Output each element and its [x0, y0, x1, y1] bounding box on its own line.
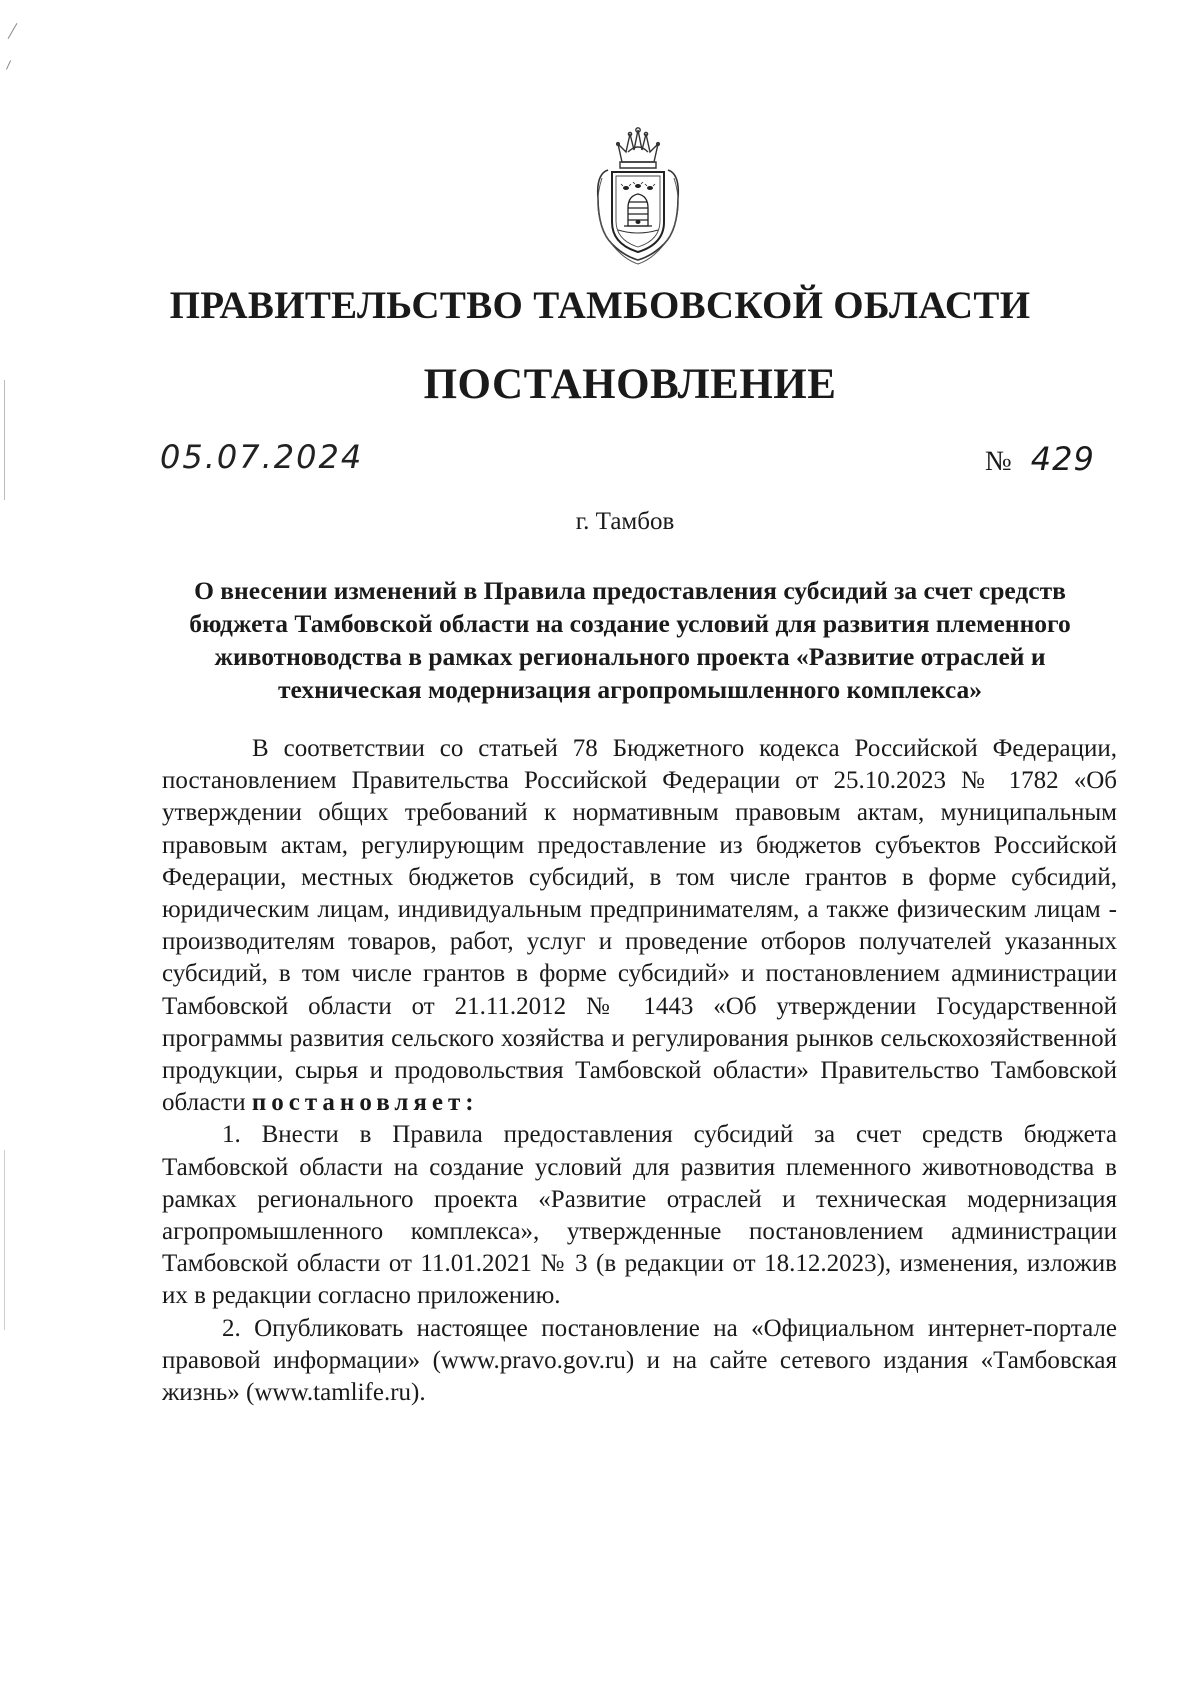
- document-type-title: ПОСТАНОВЛЕНИЕ: [423, 361, 837, 408]
- city-label: г. Тамбов: [575, 508, 675, 535]
- preamble-paragraph: [162, 733, 1117, 1119]
- decree-item-2: 2. Опубликовать настоящее постановление на «Официальном интернет-портале правовой информации» (www.pravo.gov.ru) и на сайте сетевого издания «Тамбовская жизнь» (www.tamlife.ru).: [162, 1314, 1117, 1407]
- number-label: №: [985, 446, 1012, 477]
- document-date: 05.07.2024: [160, 438, 364, 476]
- decides-keyword: постановляет:: [251, 1089, 479, 1117]
- document-number-block: [985, 440, 1095, 478]
- tambov-coat-of-arms-icon: [588, 118, 688, 266]
- document-body: [162, 733, 1117, 1409]
- scan-edge-mark: [8, 23, 18, 39]
- document-subject: О внесении изменений в Правила предоставления субсидий за счет средств бюджета Тамбовской области на создание условий для развития племенного животноводства в рамках регионального проекта «Развитие отраслей и техническая модернизация агропромышленного комплекса»: [189, 576, 1071, 704]
- scan-edge-mark: [4, 1150, 5, 1330]
- decree-item-1: 1. Внести в Правила предоставления субсидий за счет средств бюджета Тамбовской области на создание условий для развития племенного животноводства в рамках регионального проекта «Развитие отраслей и техническая модернизация агропромышленного комплекса», утвержденные постановлением администрации Тамбовской области от 11.01.2021 № 3 (в редакции от 18.12.2023), изменения, изложив их в редакции согласно приложению.: [162, 1121, 1117, 1310]
- document-number: 429: [1030, 440, 1095, 478]
- government-title: ПРАВИТЕЛЬСТВО ТАМБОВСКОЙ ОБЛАСТИ: [169, 284, 1031, 327]
- preamble-text: В соответствии со статьей 78 Бюджетного кодекса Российской Федерации, постановлением Правительства Российской Федерации от 25.10.2023 № 1782 «Об утверждении общих требований к нормативным правовым актам, муниципальным правовым актам, регулирующим предоставление из бюджетов субъектов Российской Федерации, местных бюджетов субсидий, в том числе грантов в форме субсидий, юридическим лицам, индивидуальным предпринимателям, а также физическим лицам - производителям товаров, работ, услуг и проведение отборов получателей указанных субсидий, в том числе грантов в форме субсидий» и постановлением администрации Тамбовской области от 21.11.2012 № 1443 «Об утверждении Государственной программы развития сельского хозяйства и регулирования рынков сельскохозяйственной продукции, сырья и продовольствия Тамбовской области» Правительство Тамбовской области: [162, 735, 1117, 1117]
- scan-edge-mark: [6, 60, 11, 69]
